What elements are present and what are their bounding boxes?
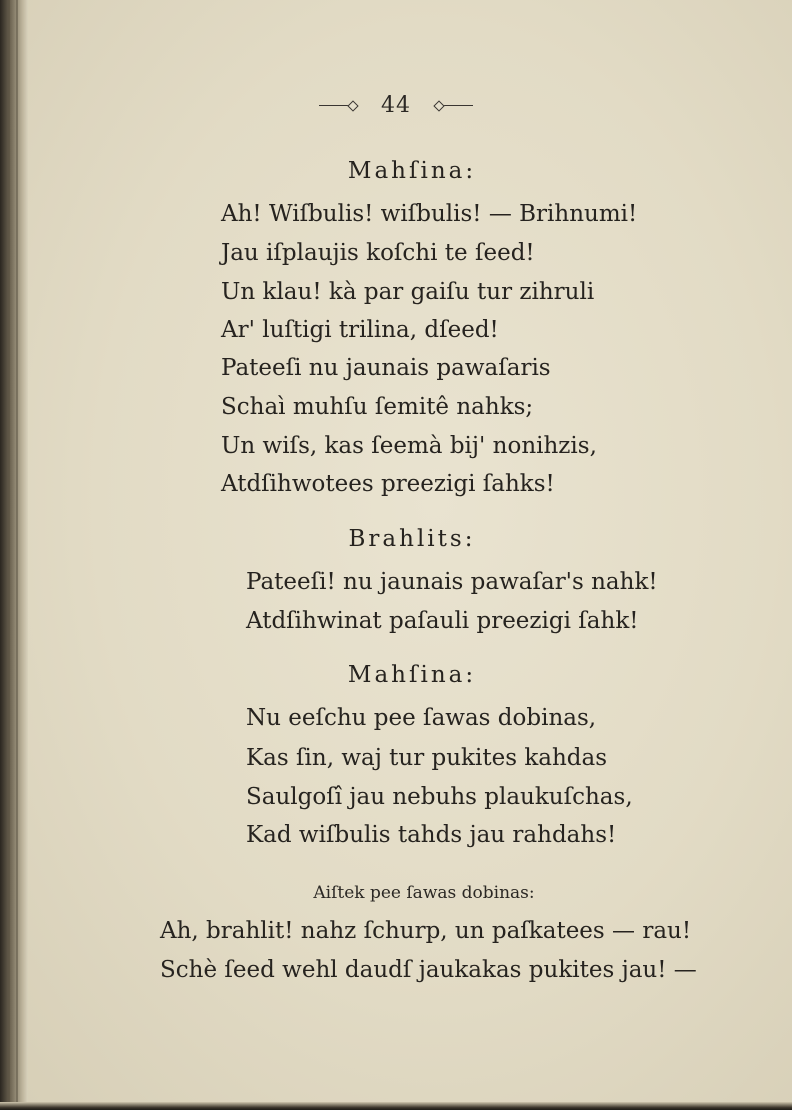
speaker-name: Mahſina: bbox=[347, 662, 477, 688]
verse-line: Un wiſs, kas ſeemà bij' nonihzis, bbox=[221, 433, 597, 459]
page-number: 44 bbox=[381, 92, 411, 118]
page-header bbox=[0, 92, 792, 118]
speaker-name: Brahlits: bbox=[348, 526, 476, 552]
stage-direction: Aiſtek pee ſawas dobinas: bbox=[313, 883, 535, 903]
verse-line: Atdſihwotees preezigi ſahks! bbox=[221, 471, 555, 497]
verse-line: Un klau! kà par gaiſu tur zihruli bbox=[221, 279, 595, 305]
verse-line: Pateeſi! nu jaunais pawaſar's nahk! bbox=[246, 569, 658, 595]
verse-line: Ah, brahlit! nahz ſchurp, un paſkatees — rau! bbox=[160, 918, 692, 944]
speaker-name: Mahſina: bbox=[347, 158, 477, 184]
header-ornament-left bbox=[319, 105, 355, 106]
verse-line: Kad wiſbulis tahds jau rahdahs! bbox=[246, 822, 617, 848]
verse-line: Ah! Wiſbulis! wiſbulis! — Brihnumi! bbox=[221, 201, 638, 227]
verse-line: Saulgoſî jau nebuhs plaukuſchas, bbox=[246, 784, 633, 810]
verse-line: Atdſihwinat paſauli preezigi ſahk! bbox=[246, 608, 639, 634]
page-bottom-edge bbox=[0, 1102, 792, 1110]
verse-line: Kas ſin, waj tur pukites kahdas bbox=[246, 745, 608, 771]
verse-line: Schaì muhſu ſemitê nahks; bbox=[221, 394, 534, 420]
verse-line: Nu eeſchu pee ſawas dobinas, bbox=[246, 705, 597, 731]
verse-line: Schè ſeed wehl daudſ jaukakas pukites jau! — bbox=[160, 957, 697, 983]
verse-line: Jau iſplaujis koſchi te ſeed! bbox=[221, 240, 535, 266]
header-ornament-right bbox=[437, 105, 473, 106]
verse-line: Ar' luſtigi trilina, dſeed! bbox=[221, 317, 499, 343]
verse-line: Pateeſi nu jaunais pawaſaris bbox=[221, 355, 551, 381]
